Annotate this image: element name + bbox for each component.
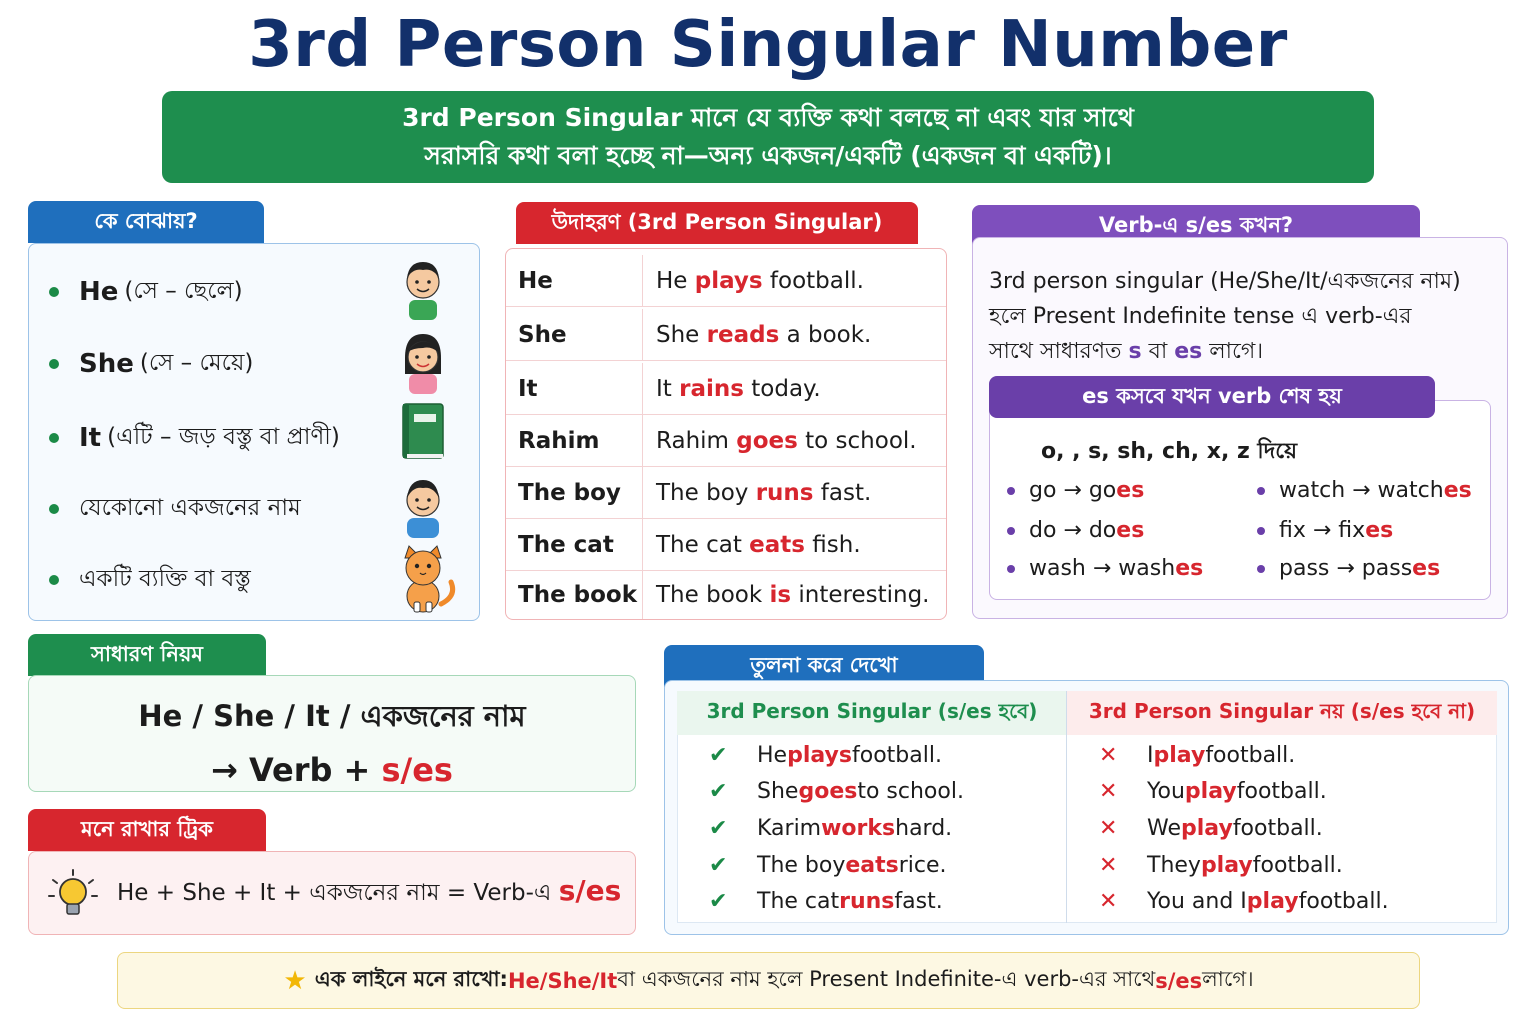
es-suffix: es bbox=[1116, 478, 1145, 503]
check-icon: ✔ bbox=[709, 889, 728, 914]
bullet-dot bbox=[1007, 487, 1015, 495]
compare-no-row bbox=[1099, 779, 1327, 804]
sentence-verb: goes bbox=[736, 427, 798, 454]
no-post: football. bbox=[1298, 889, 1389, 914]
sentence-verb: eats bbox=[749, 531, 805, 558]
who-item-bold: She bbox=[79, 348, 134, 379]
no-post: football. bbox=[1252, 853, 1343, 878]
table-row bbox=[506, 467, 946, 519]
es-suffix: es bbox=[1116, 518, 1145, 543]
bullet-dot bbox=[49, 433, 59, 443]
footer-text: লাগে। bbox=[1202, 967, 1254, 991]
yes-verb: works bbox=[821, 816, 896, 841]
suffix-s: s bbox=[1128, 339, 1142, 364]
subject-cell: The cat bbox=[506, 519, 643, 570]
yes-pre: The cat bbox=[757, 889, 840, 914]
subject-cell: It bbox=[506, 363, 643, 414]
rule-heading: সাধারণ নিয়ম bbox=[28, 634, 266, 676]
bullet-dot bbox=[49, 575, 59, 585]
compare-col-no: 3rd Person Singular নয় (s/es হবে না) bbox=[1067, 691, 1497, 735]
check-icon: ✔ bbox=[709, 853, 728, 878]
no-verb: play bbox=[1153, 743, 1206, 768]
es-base: fix → fix bbox=[1279, 518, 1366, 543]
who-item-bold: He bbox=[79, 276, 119, 307]
no-verb: play bbox=[1200, 853, 1253, 878]
cat-icon bbox=[397, 544, 459, 614]
sentence-pre: The boy bbox=[656, 479, 756, 506]
sentence-post: football. bbox=[762, 267, 864, 294]
verb-description bbox=[989, 264, 1461, 369]
check-icon: ✔ bbox=[709, 743, 728, 768]
compare-no-row bbox=[1099, 816, 1323, 841]
who-item-text: একটি ব্যক্তি বা বস্তু bbox=[79, 566, 251, 592]
bullet-dot bbox=[49, 287, 59, 297]
es-suffix: es bbox=[1412, 556, 1441, 581]
compare-yes-row bbox=[709, 779, 964, 804]
es-example bbox=[1007, 518, 1144, 543]
sentence-cell bbox=[643, 480, 871, 506]
sentence-post: today. bbox=[743, 375, 821, 402]
yes-post: fast. bbox=[894, 889, 943, 914]
sentence-cell bbox=[643, 376, 821, 402]
es-example bbox=[1257, 478, 1472, 503]
compare-yes-row bbox=[709, 743, 942, 768]
verb-desc-text: সাথে সাধারণত bbox=[989, 339, 1129, 364]
es-suffix: es bbox=[1443, 478, 1472, 503]
subject-cell: Rahim bbox=[506, 415, 643, 466]
compare-divider bbox=[1066, 691, 1067, 923]
yes-post: football. bbox=[851, 743, 942, 768]
footer-highlight: He/She/It bbox=[507, 968, 618, 993]
no-post: football. bbox=[1236, 779, 1327, 804]
sentence-cell bbox=[643, 268, 864, 294]
no-pre: We bbox=[1147, 816, 1181, 841]
book-icon bbox=[397, 402, 449, 462]
bullet-dot bbox=[1007, 565, 1015, 573]
sentence-verb: rains bbox=[679, 375, 744, 402]
who-item-name bbox=[49, 489, 301, 528]
sentence-pre: She bbox=[656, 321, 707, 348]
yes-pre: Karim bbox=[757, 816, 822, 841]
trick-suffix: s/es bbox=[558, 874, 622, 907]
bullet-dot bbox=[1257, 487, 1265, 495]
compare-heading: তুলনা করে দেখো bbox=[664, 645, 984, 687]
trick-panel bbox=[28, 851, 636, 935]
footer-highlight: s/es bbox=[1155, 968, 1203, 993]
yes-post: to school. bbox=[857, 779, 964, 804]
compare-yes-row bbox=[709, 853, 947, 878]
es-suffix: es bbox=[1175, 556, 1204, 581]
compare-yes-row bbox=[709, 816, 952, 841]
cross-icon: ✕ bbox=[1099, 889, 1118, 914]
sentence-post: to school. bbox=[797, 427, 917, 454]
no-verb: play bbox=[1181, 816, 1233, 841]
compare-no-row bbox=[1099, 853, 1343, 878]
cross-icon: ✕ bbox=[1099, 779, 1118, 804]
subject-cell: He bbox=[506, 255, 643, 306]
es-endings: o, , s, sh, ch, x, z দিয়ে bbox=[1041, 439, 1298, 464]
rule-panel bbox=[28, 675, 636, 792]
yes-pre: He bbox=[757, 743, 788, 768]
es-suffix: es bbox=[1365, 518, 1394, 543]
cross-icon: ✕ bbox=[1099, 853, 1118, 878]
rule-line-1: He / She / It / একজনের নাম bbox=[138, 699, 526, 733]
sentence-pre: The book bbox=[656, 582, 770, 608]
who-item-she bbox=[49, 344, 253, 383]
table-row bbox=[506, 309, 946, 361]
table-row bbox=[506, 519, 946, 571]
page-title: 3rd Person Singular Number bbox=[248, 8, 1288, 82]
sentence-pre: Rahim bbox=[656, 427, 737, 454]
who-item-he bbox=[49, 272, 243, 311]
trick-heading: মনে রাখার ট্রিক bbox=[28, 809, 266, 851]
es-base: wash → wash bbox=[1029, 556, 1176, 581]
yes-pre: The boy bbox=[757, 853, 846, 878]
no-verb: play bbox=[1246, 889, 1299, 914]
verb-panel bbox=[972, 237, 1508, 619]
verb-desc-line: 3rd person singular (He/She/It/একজনের নাম) bbox=[989, 269, 1461, 294]
check-icon: ✔ bbox=[709, 816, 728, 841]
verb-desc-line bbox=[989, 334, 1461, 369]
sentence-post: interesting. bbox=[791, 582, 930, 608]
es-example bbox=[1007, 556, 1203, 581]
sentence-post: fish. bbox=[804, 531, 861, 558]
summary-footer bbox=[117, 952, 1420, 1009]
sentence-verb: plays bbox=[694, 267, 763, 294]
sentence-cell bbox=[643, 428, 917, 454]
sentence-pre: He bbox=[656, 267, 695, 294]
es-base: pass → pass bbox=[1279, 556, 1413, 581]
es-example bbox=[1257, 518, 1393, 543]
no-post: football. bbox=[1232, 816, 1323, 841]
sentence-pre: The cat bbox=[656, 531, 750, 558]
bullet-dot bbox=[1007, 527, 1015, 535]
who-item-it bbox=[49, 418, 340, 457]
subject-cell: She bbox=[506, 309, 643, 360]
no-pre: They bbox=[1147, 853, 1201, 878]
es-rule-heading: es কসবে যখন verb শেষ হয় bbox=[989, 376, 1435, 418]
bullet-dot bbox=[49, 359, 59, 369]
banner-line-2: সরাসরি কথা বলা হচ্ছে না—অন্য একজন/একটি (একজন বা একটি)। bbox=[424, 141, 1112, 170]
bullet-dot bbox=[49, 504, 59, 514]
compare-no-row bbox=[1099, 889, 1389, 914]
yes-verb: eats bbox=[845, 853, 899, 878]
sentence-cell bbox=[643, 532, 861, 558]
sentence-verb: runs bbox=[755, 479, 814, 506]
no-post: football. bbox=[1205, 743, 1296, 768]
no-pre: You bbox=[1147, 779, 1185, 804]
sentence-post: a book. bbox=[779, 321, 872, 348]
definition-banner bbox=[162, 91, 1374, 183]
table-row bbox=[506, 255, 946, 307]
cross-icon: ✕ bbox=[1099, 816, 1118, 841]
no-pre: You and I bbox=[1147, 889, 1247, 914]
check-icon: ✔ bbox=[709, 779, 728, 804]
compare-no-row bbox=[1099, 743, 1295, 768]
es-base: do → do bbox=[1029, 518, 1117, 543]
yes-verb: goes bbox=[798, 779, 858, 804]
table-row bbox=[506, 363, 946, 415]
sentence-cell bbox=[643, 322, 871, 348]
who-item-text: যেকোনো একজনের নাম bbox=[79, 495, 301, 521]
es-base: go → go bbox=[1029, 478, 1117, 503]
rule-line-2 bbox=[29, 751, 635, 789]
yes-post: rice. bbox=[898, 853, 947, 878]
boy-icon bbox=[397, 250, 449, 320]
star-icon: ★ bbox=[283, 965, 307, 996]
sentence-verb: reads bbox=[706, 321, 780, 348]
banner-line-1: 3rd Person Singular মানে যে ব্যক্তি কথা বলছে না এবং যার সাথে bbox=[402, 103, 1134, 132]
es-example bbox=[1007, 478, 1144, 503]
trick-text bbox=[117, 874, 621, 913]
who-item-bold: It bbox=[79, 422, 102, 453]
yes-verb: runs bbox=[839, 889, 895, 914]
subject-cell: The book bbox=[506, 569, 643, 620]
es-base: watch → watch bbox=[1279, 478, 1444, 503]
examples-table bbox=[505, 248, 947, 620]
who-heading: কে বোঝায়? bbox=[28, 201, 264, 243]
cross-icon: ✕ bbox=[1099, 743, 1118, 768]
rule-line-2-text: → Verb + bbox=[211, 751, 382, 789]
lightbulb-icon bbox=[47, 868, 99, 920]
no-verb: play bbox=[1184, 779, 1237, 804]
girl-icon bbox=[397, 324, 449, 394]
bullet-dot bbox=[1257, 527, 1265, 535]
yes-verb: plays bbox=[787, 743, 852, 768]
table-row bbox=[506, 415, 946, 467]
sentence-post: fast. bbox=[813, 479, 872, 506]
table-row bbox=[506, 569, 946, 620]
who-panel bbox=[28, 243, 480, 621]
who-item-text: (সে – মেয়ে) bbox=[139, 350, 254, 376]
verb-heading: Verb-এ s/es কখন? bbox=[972, 205, 1420, 247]
examples-heading: উদাহরণ (3rd Person Singular) bbox=[516, 202, 918, 244]
sentence-pre: It bbox=[656, 375, 680, 402]
sentence-cell bbox=[643, 582, 929, 608]
compare-yes-row bbox=[709, 889, 943, 914]
verb-desc-line: হলে Present Indefinite tense এ verb-এর bbox=[989, 304, 1412, 329]
compare-panel bbox=[664, 680, 1509, 935]
subject-cell: The boy bbox=[506, 467, 643, 518]
bullet-dot bbox=[1257, 565, 1265, 573]
who-item-text: (এটি – জড় বস্তু বা প্রাণী) bbox=[107, 424, 340, 450]
yes-pre: She bbox=[757, 779, 799, 804]
trick-text-main: He + She + It + একজনের নাম = Verb-এ bbox=[117, 880, 559, 906]
compare-col-yes: 3rd Person Singular (s/es হবে) bbox=[677, 691, 1067, 735]
who-item-text: (সে – ছেলে) bbox=[124, 278, 243, 304]
es-example bbox=[1257, 556, 1440, 581]
no-pre: I bbox=[1147, 743, 1154, 768]
verb-desc-text: লাগে। bbox=[1202, 339, 1264, 364]
footer-text: এক লাইনে মনে রাখো: bbox=[314, 967, 508, 991]
footer-text: বা একজনের নাম হলে Present Indefinite-এ verb-এর সাথে bbox=[617, 967, 1156, 991]
rule-suffix: s/es bbox=[381, 751, 453, 789]
who-item-thing bbox=[49, 560, 251, 599]
person-icon bbox=[397, 470, 449, 538]
verb-desc-text: বা bbox=[1141, 339, 1175, 364]
suffix-es: es bbox=[1174, 339, 1203, 364]
yes-post: hard. bbox=[895, 816, 953, 841]
sentence-verb: is bbox=[769, 582, 792, 608]
